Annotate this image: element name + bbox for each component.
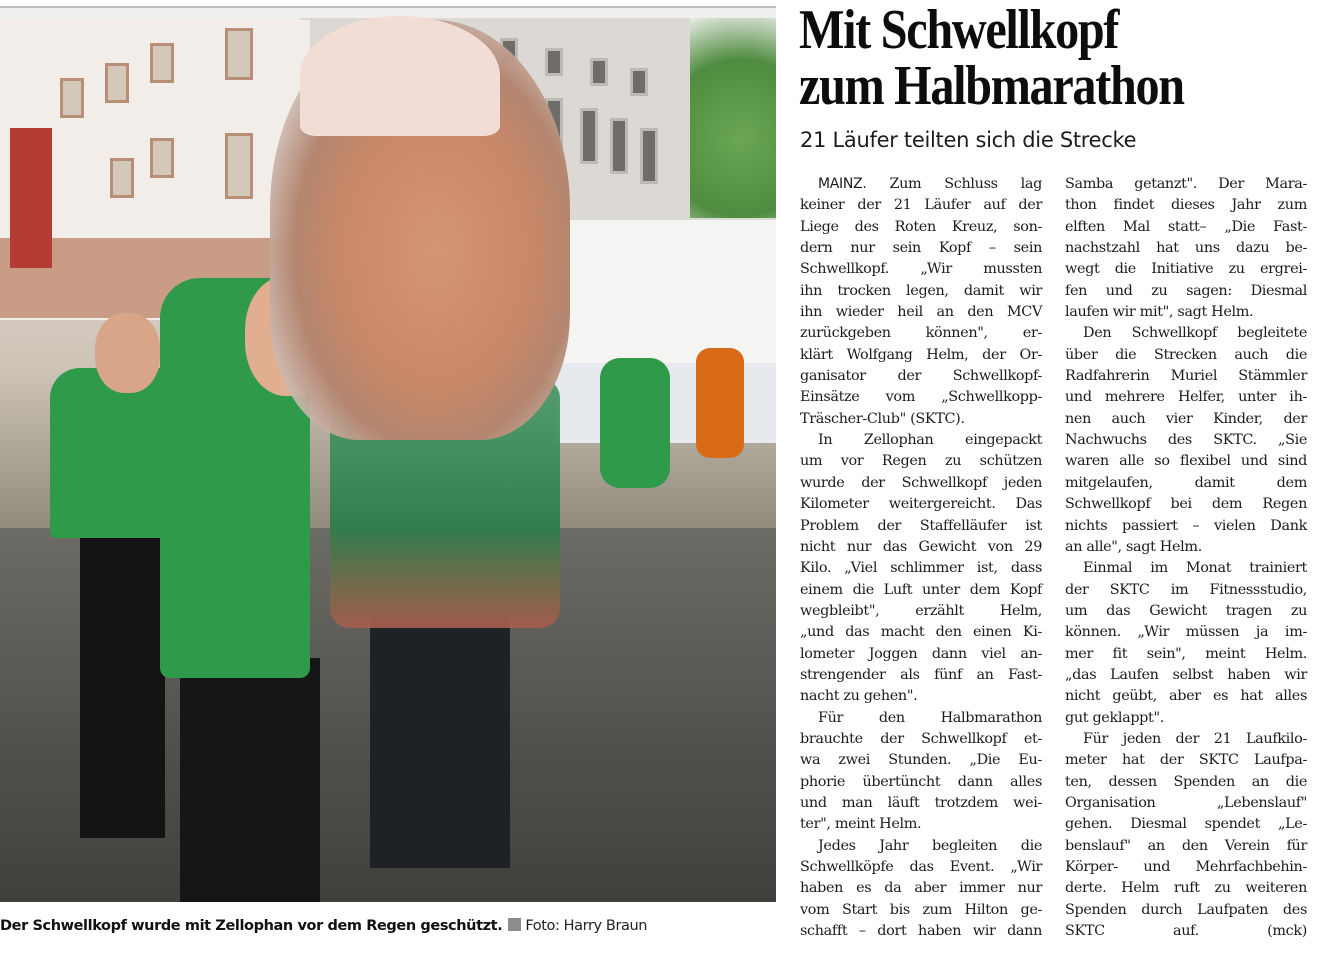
article-column-1: [800, 174, 1042, 942]
body-line: an alle", sagt Helm.: [1065, 538, 1202, 555]
body-line: dern nur sein Kopf – sein: [800, 240, 1042, 257]
photo-window: [225, 133, 253, 199]
body-line: brauchte der Schwellkopf et-: [800, 730, 1042, 747]
body-line: Schwellkopf bei dem Regen: [1065, 496, 1307, 513]
body-line: der SKTC im Fitnessstudio,: [1065, 581, 1307, 598]
photo-caption: [0, 918, 647, 934]
body-line: In Zellophan eingepackt: [818, 432, 1042, 449]
photo-window: [150, 43, 174, 83]
body-line: über die Strecken auch die: [1065, 346, 1307, 363]
body-line: laufen wir mit", sagt Helm.: [1065, 304, 1254, 321]
body-line: Den Schwellkopf begleitete: [1083, 325, 1307, 342]
body-line: Kilo. „Viel schlimmer ist, dass: [800, 560, 1042, 577]
body-line: nichts passiert – vielen Dank: [1065, 517, 1307, 534]
body-line: nicht nur das Gewicht von 29: [800, 538, 1042, 555]
body-line: benslauf" an den Verein für: [1065, 837, 1307, 854]
body-line: ihn wieder heil an den MCV: [800, 304, 1042, 321]
photo-credit: Foto: Harry Braun: [525, 918, 648, 934]
photo-runner-orange: [696, 348, 744, 458]
body-line: nen auch vier Kinder, der: [1065, 410, 1307, 427]
body-line: klärt Wolfgang Helm, der Or-: [800, 346, 1042, 363]
body-line: Träscher-Club" (SKTC).: [800, 410, 965, 427]
photo-schwellkopf-hat: [300, 16, 500, 136]
body-line: elften Mal statt– „Die Fast-: [1065, 218, 1307, 235]
headline-line-1: Mit Schwellkopf: [799, 0, 1119, 61]
photo-window: [580, 108, 598, 164]
body-line: Körper- und Mehrfachbehin-: [1065, 859, 1307, 875]
caption-text: Der Schwellkopf wurde mit Zellophan vor dem Regen geschützt.: [0, 918, 503, 934]
body-line: Spenden durch Laufpaten des: [1065, 901, 1307, 918]
body-line: ganisator der Schwellkopf-: [800, 368, 1042, 385]
photo-city-flag: [10, 128, 52, 268]
body-line: Für den Halbmarathon: [818, 709, 1042, 726]
article-photo: [0, 6, 776, 902]
photo-window: [105, 63, 129, 103]
body-line: gut geklappt".: [1065, 709, 1164, 726]
body-line: mitgelaufen, damit dem: [1065, 474, 1307, 491]
body-line: fen und zu sagen: Diesmal: [1065, 282, 1307, 299]
body-line: phorie übertüncht dann alles: [800, 773, 1042, 790]
headline-line-2: zum Halbmarathon: [799, 55, 1184, 117]
body-line: und mehrere Helfer, unter ih-: [1065, 389, 1307, 406]
body-line: „das Laufen selbst haben wir: [1065, 666, 1307, 683]
photo-window: [110, 158, 134, 198]
body-line: wa zwei Stunden. „Die Eu-: [800, 752, 1042, 769]
body-line: einem die Luft unter dem Kopf: [800, 581, 1042, 598]
body-line: waren alle so flexibel und sind: [1065, 453, 1307, 470]
body-line: Schwellkopf. „Wir mussten: [800, 261, 1042, 278]
photo-runner-green: [600, 358, 670, 488]
body-line: mer fit sein", meint Helm.: [1065, 645, 1307, 662]
body-line: ten, dessen Spenden an die: [1065, 773, 1307, 790]
body-line: Liege des Roten Kreuz, son-: [800, 218, 1042, 235]
photo-runner-head: [95, 313, 160, 393]
photo-window: [610, 118, 628, 174]
body-line: Samba getanzt". Der Mara-: [1065, 176, 1307, 192]
body-line: Nachwuchs des SKTC. „Sie: [1065, 432, 1307, 449]
caption-square-icon: [508, 918, 521, 931]
body-line: schafft – dort haben wir dann: [800, 923, 1042, 940]
body-line: Für jeden der 21 Laufkilo-: [1083, 730, 1307, 747]
article-subheadline: 21 Läufer teilten sich die Strecke: [800, 128, 1137, 152]
body-line: wegbleibt", erzählt Helm,: [800, 602, 1042, 619]
photo-window: [225, 28, 253, 80]
body-line: Radfahrerin Muriel Stämmler: [1065, 368, 1307, 385]
body-line: zurückgeben können", er-: [800, 325, 1042, 342]
body-line: Einsätze vom „Schwellkopp-: [800, 389, 1042, 406]
photo-runner-legs: [80, 538, 165, 838]
body-line: haben es da aber immer nur: [800, 880, 1042, 897]
article-column-2: [1065, 174, 1307, 942]
body-line-final: SKTC auf. (mck): [1065, 923, 1307, 940]
photo-window: [590, 58, 608, 86]
body-line: nachstzahl hat uns dazu be-: [1065, 240, 1307, 257]
body-line: thon findet dieses Jahr zum: [1065, 197, 1307, 214]
photo-window: [545, 48, 563, 76]
body-line: ihn trocken legen, damit wir: [800, 282, 1042, 299]
body-line: Problem der Staffelläufer ist: [800, 517, 1042, 534]
body-line: nacht zu gehen".: [800, 688, 918, 705]
photo-window: [150, 138, 174, 178]
dateline: MAINZ.: [818, 176, 867, 192]
body-line: ter", meint Helm.: [800, 816, 922, 833]
body-line: Einmal im Monat trainiert: [1083, 560, 1307, 577]
photo-window: [630, 68, 648, 96]
body-line: „und das macht den einen Ki-: [800, 624, 1042, 641]
body-line: um vor Regen zu schützen: [800, 453, 1042, 470]
author-signature: (mck): [1267, 923, 1307, 940]
photo-window: [640, 128, 658, 184]
body-line: Schwellköpfe das Event. „Wir: [800, 859, 1042, 875]
photo-bald-man-legs: [180, 658, 320, 902]
body-line: Jedes Jahr begleiten die: [818, 837, 1042, 854]
article-headline: [799, 0, 1255, 117]
body-line: lometer Joggen dann viel an-: [800, 645, 1042, 662]
body-line: können. „Wir müssen ja im-: [1065, 624, 1307, 641]
photo-window: [60, 78, 84, 118]
body-line: Organisation „Lebenslauf": [1065, 794, 1307, 811]
photo-carrier-legs: [370, 618, 510, 868]
body-line: Kilometer weitergereicht. Das: [800, 496, 1042, 513]
body-line: strengender als fünf an Fast-: [800, 666, 1042, 683]
body-line: wurde der Schwellkopf jeden: [800, 474, 1042, 491]
body-line: wegt die Initiative zu ergrei-: [1065, 261, 1307, 278]
body-line: nicht geübt, aber es hat alles: [1065, 688, 1307, 705]
body-line: vom Start bis zum Hilton ge-: [800, 901, 1042, 918]
body-line: MAINZ. Zum Schluss lag: [818, 176, 1042, 192]
body-line: und man läuft trotzdem wei-: [800, 794, 1042, 811]
body-line: derte. Helm ruft zu weiteren: [1065, 880, 1307, 897]
body-line: keiner der 21 Läufer auf der: [800, 197, 1042, 214]
body-line: um das Gewicht tragen zu: [1065, 602, 1307, 619]
body-line: meter hat der SKTC Laufpa-: [1065, 752, 1307, 769]
body-line: gehen. Diesmal spendet „Le-: [1065, 816, 1307, 833]
